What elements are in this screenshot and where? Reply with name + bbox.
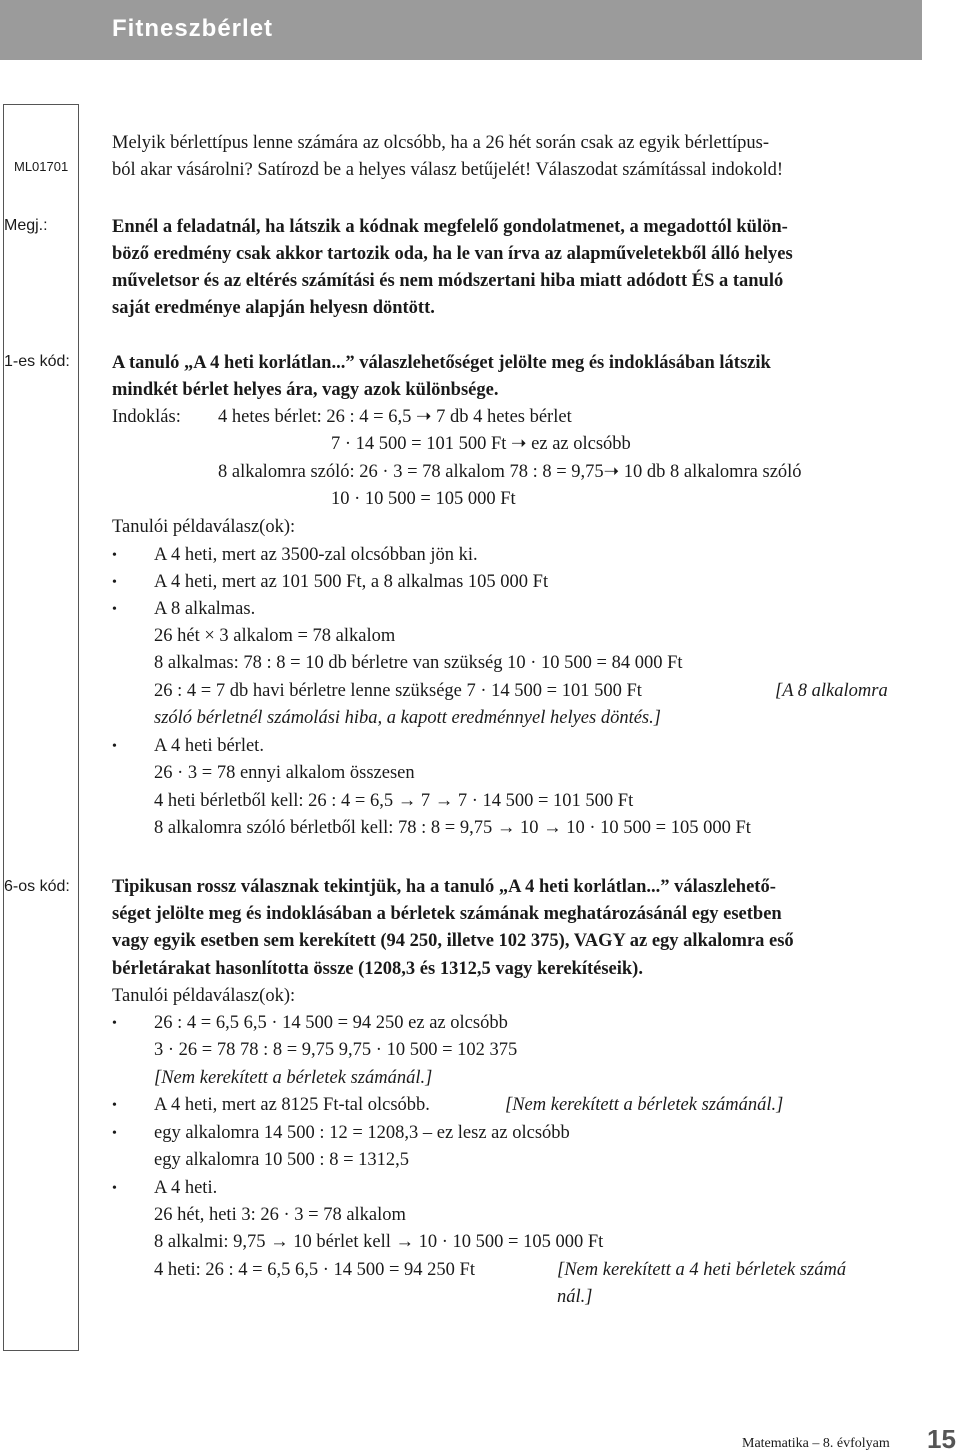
code6-line-1: Tipikusan rossz válasznak tekintjük, ha a tanuló „A 4 heti korlátlan...” válaszlehető-	[112, 877, 776, 897]
example-3-note: [A 8 alkalomra	[775, 681, 888, 701]
reason-line-1: 4 hetes bérlet: 26 : 4 = 6,5 ➝ 7 db 4 hetes bérlet	[218, 407, 572, 427]
bullet: •	[112, 739, 117, 754]
example-1: A 4 heti, mert az 3500-zal olcsóbban jön ki.	[154, 545, 478, 565]
wrong-example-4-line-a: 26 hét, heti 3: 26 · 3 = 78 alkalom	[154, 1205, 406, 1225]
wrong-example-4-note: [Nem kerekített a 4 heti bérletek számá	[557, 1260, 847, 1280]
note-line-2: böző eredmény csak akkor tartozik oda, ha le van írva az alapműveletekből álló helyes	[112, 244, 793, 264]
example-4-line-b: 4 heti bérletből kell: 26 : 4 = 6,5 → 7 → 7 · 14 500 = 101 500 Ft	[154, 791, 634, 811]
wrong-example-2: A 4 heti, mert az 8125 Ft-tal olcsóbb.	[154, 1095, 430, 1115]
code6-line-2: séget jelölte meg és indoklásában a bérletek számának meghatározásánál egy esetben	[112, 904, 782, 924]
bullet: •	[112, 575, 117, 590]
wrong-example-1-line-b: 3 · 26 = 78 78 : 8 = 9,75 9,75 · 10 500 = 102 375	[154, 1040, 518, 1060]
examples-label-2: Tanulói példaválasz(ok):	[112, 986, 296, 1006]
code6-line-3: vagy egyik esetben sem kerekített (94 250, illetve 102 375), VAGY az egy alkalomra eső	[112, 931, 794, 951]
example-3-line-d: szóló bérletnél számolási hiba, a kapott eredménnyel helyes döntés.]	[154, 708, 661, 728]
wrong-example-4-note-end: nál.]	[557, 1287, 593, 1307]
code6-line-4: bérletárakat hasonlította össze (1208,3 és 1312,5 vagy kerekítéseik).	[112, 959, 643, 979]
example-4: A 4 heti bérlet.	[154, 736, 264, 756]
note-label: Megj.:	[4, 217, 48, 234]
example-3: A 8 alkalmas.	[154, 599, 256, 619]
bullet: •	[112, 1181, 117, 1196]
note-line-4: saját eredménye alapján helyesn döntött.	[112, 298, 435, 318]
wrong-example-4-line-b: 8 alkalmi: 9,75 → 10 bérlet kell → 10 · 10 500 = 105 000 Ft	[154, 1232, 604, 1252]
bullet: •	[112, 1016, 117, 1031]
wrong-example-4-line-c: 4 heti: 26 : 4 = 6,5 6,5 · 14 500 = 94 250 Ft	[154, 1260, 475, 1280]
example-4-line-c: 8 alkalomra szóló bérletből kell: 78 : 8 = 9,75 → 10 → 10 · 10 500 = 105 000 Ft	[154, 818, 751, 838]
code1-line-2: mindkét bérlet helyes ára, vagy azok különbsége.	[112, 380, 499, 400]
wrong-example-4: A 4 heti.	[154, 1178, 218, 1198]
wrong-example-3-line-b: egy alkalomra 10 500 : 8 = 1312,5	[154, 1150, 409, 1170]
question-line-2: ból akar vásárolni? Satírozd be a helyes válasz betűjelét! Válaszodat számítással indokold!	[112, 160, 784, 180]
reason-label: Indoklás:	[112, 407, 181, 427]
item-code: ML01701	[14, 159, 69, 174]
example-3-line-b: 8 alkalmas: 78 : 8 = 10 db bérletre van szükség 10 · 10 500 = 84 000 Ft	[154, 653, 683, 673]
reason-line-4: 10 · 10 500 = 105 000 Ft	[331, 489, 516, 509]
page-header	[0, 0, 922, 60]
example-2: A 4 heti, mert az 101 500 Ft, a 8 alkalmas 105 000 Ft	[154, 572, 549, 592]
note-line-1: Ennél a feladatnál, ha látszik a kódnak megfelelő gondolatmenet, a megadottól külön-	[112, 217, 788, 237]
wrong-example-3-line-a: egy alkalomra 14 500 : 12 = 1208,3 – ez lesz az olcsóbb	[154, 1123, 570, 1143]
example-4-line-a: 26 · 3 = 78 ennyi alkalom összesen	[154, 763, 415, 783]
wrong-example-1-note: [Nem kerekített a bérletek számánál.]	[154, 1068, 433, 1088]
reason-line-3: 8 alkalomra szóló: 26 · 3 = 78 alkalom 78 : 8 = 9,75➝ 10 db 8 alkalomra szóló	[218, 462, 802, 482]
reason-line-2: 7 · 14 500 = 101 500 Ft ➝ ez az olcsóbb	[331, 434, 631, 454]
bullet: •	[112, 1126, 117, 1141]
item-id-box	[3, 104, 79, 1351]
footer-subject: Matematika – 8. évfolyam	[742, 1436, 890, 1451]
code6-label: 6-os kód:	[4, 878, 70, 895]
question-line-1: Melyik bérlettípus lenne számára az olcsóbb, ha a 26 hét során csak az egyik bérlettípus-	[112, 133, 770, 153]
bullet: •	[112, 602, 117, 617]
wrong-example-2-note: [Nem kerekített a bérletek számánál.]	[505, 1095, 784, 1115]
wrong-example-1-line-a: 26 : 4 = 6,5 6,5 · 14 500 = 94 250 ez az olcsóbb	[154, 1013, 508, 1033]
page-title: Fitneszbérlet	[112, 15, 274, 42]
note-line-3: műveletsor és az eltérés számítási és nem módszertani hiba miatt adódott ÉS a tanuló	[112, 271, 784, 291]
example-3-line-c: 26 : 4 = 7 db havi bérletre lenne szüksége 7 · 14 500 = 101 500 Ft	[154, 681, 642, 701]
page-number: 15	[927, 1424, 956, 1454]
bullet: •	[112, 1098, 117, 1113]
code1-line-1: A tanuló „A 4 heti korlátlan...” válaszlehetőséget jelölte meg és indoklásában látszik	[112, 353, 771, 373]
bullet: •	[112, 548, 117, 563]
example-3-line-a: 26 hét × 3 alkalom = 78 alkalom	[154, 626, 396, 646]
code1-label: 1-es kód:	[4, 353, 70, 370]
examples-label-1: Tanulói példaválasz(ok):	[112, 517, 296, 537]
